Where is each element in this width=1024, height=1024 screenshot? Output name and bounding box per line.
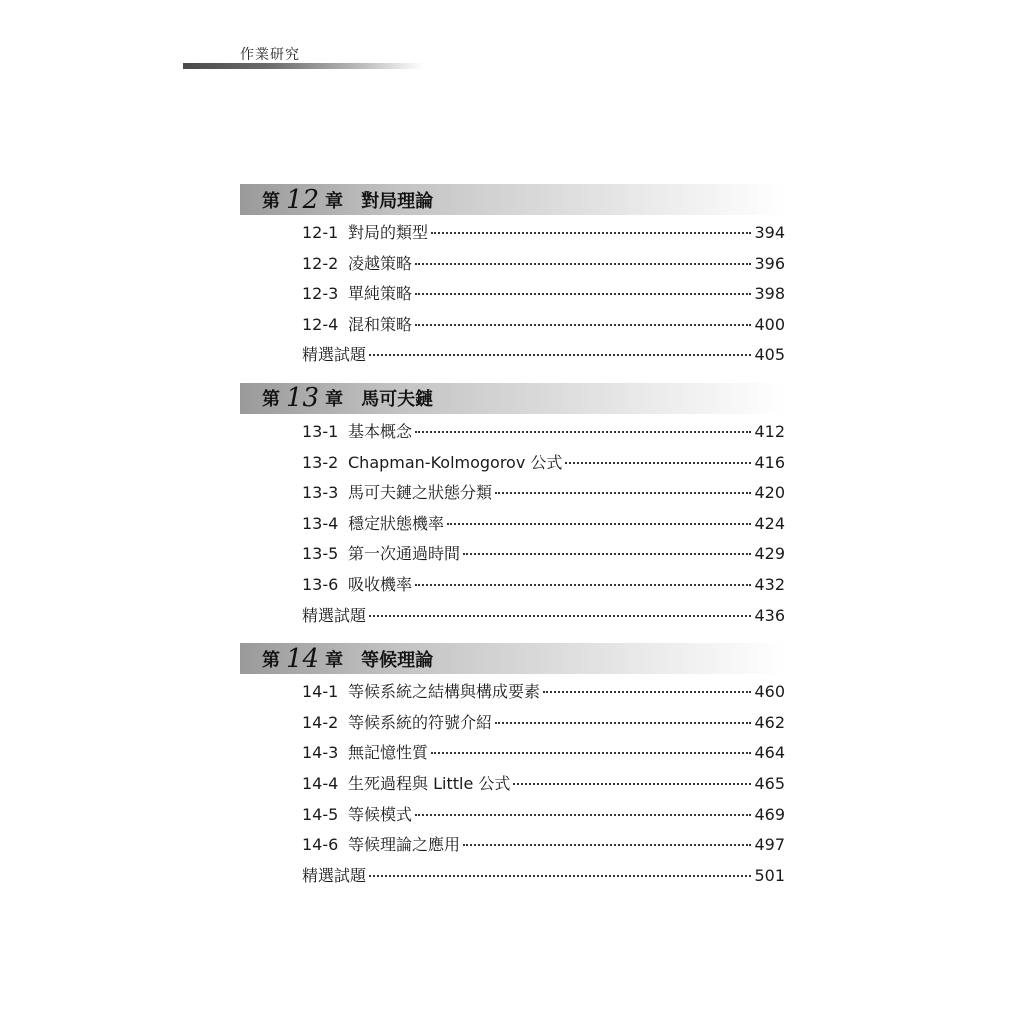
entry-section-number: 13-3 bbox=[302, 483, 339, 503]
table-of-contents bbox=[240, 184, 785, 903]
chapter-prefix: 第 bbox=[262, 190, 280, 212]
toc-entry[interactable] bbox=[302, 251, 785, 282]
chapter-title: 對局理論 bbox=[361, 190, 434, 212]
chapter-suffix: 章 bbox=[325, 389, 344, 411]
dot-leader bbox=[543, 691, 751, 693]
entry-title: 單純策略 bbox=[348, 284, 413, 304]
toc-entry[interactable] bbox=[302, 511, 785, 542]
entry-page-number: 497 bbox=[754, 835, 785, 855]
chapter-section bbox=[240, 184, 785, 373]
toc-entry[interactable] bbox=[302, 603, 785, 634]
dot-leader bbox=[495, 492, 751, 494]
entry-title: 生死過程與 Little 公式 bbox=[348, 773, 511, 793]
entry-section-number: 12-3 bbox=[302, 284, 339, 304]
entry-section-number: 13-4 bbox=[302, 513, 339, 533]
entry-title: 等候模式 bbox=[348, 804, 413, 824]
entry-section-number: 14-2 bbox=[302, 712, 339, 732]
entry-page-number: 416 bbox=[754, 452, 785, 472]
chapter-entry-list bbox=[240, 419, 785, 633]
entry-title: 等候系統的符號介紹 bbox=[348, 712, 493, 732]
chapter-suffix: 章 bbox=[325, 190, 344, 212]
dot-leader bbox=[369, 354, 751, 356]
toc-entry[interactable] bbox=[302, 740, 785, 771]
toc-entry[interactable] bbox=[302, 802, 785, 833]
entry-section-number: 12-2 bbox=[302, 253, 339, 273]
dot-leader bbox=[463, 844, 751, 846]
entry-page-number: 424 bbox=[754, 513, 785, 533]
chapter-prefix: 第 bbox=[262, 649, 280, 671]
entry-title: 無記憶性質 bbox=[348, 743, 429, 763]
entry-title: 對局的類型 bbox=[348, 223, 429, 242]
entry-section-number: 14-6 bbox=[302, 835, 339, 855]
entry-page-number: 429 bbox=[754, 544, 785, 564]
chapter-number: 12 bbox=[286, 184, 320, 215]
entry-page-number: 405 bbox=[754, 345, 785, 365]
entry-title: 馬可夫鏈之狀態分類 bbox=[348, 483, 493, 503]
entry-section-number: 13-6 bbox=[302, 574, 339, 594]
toc-entry[interactable] bbox=[302, 572, 785, 603]
chapter-entry-list bbox=[240, 679, 785, 893]
toc-entry[interactable] bbox=[302, 832, 785, 863]
dot-leader bbox=[513, 783, 751, 785]
dot-leader bbox=[447, 523, 751, 525]
dot-leader bbox=[431, 752, 751, 754]
chapter-title: 馬可夫鏈 bbox=[361, 389, 434, 411]
toc-entry[interactable] bbox=[302, 312, 785, 343]
entry-page-number: 469 bbox=[754, 804, 785, 824]
entry-title: 吸收機率 bbox=[348, 574, 413, 594]
entry-page-number: 501 bbox=[754, 865, 785, 885]
toc-entry[interactable] bbox=[302, 863, 785, 894]
entry-page-number: 460 bbox=[754, 682, 785, 702]
entry-section-number: 12-4 bbox=[302, 314, 339, 334]
toc-entry[interactable] bbox=[302, 480, 785, 511]
dot-leader bbox=[415, 324, 751, 326]
dot-leader bbox=[463, 553, 751, 555]
entry-section-number: 12-1 bbox=[302, 223, 339, 242]
chapter-title: 等候理論 bbox=[361, 649, 434, 671]
entry-page-number: 400 bbox=[754, 314, 785, 334]
entry-title: 精選試題 bbox=[302, 345, 367, 365]
entry-section-number: 14-5 bbox=[302, 804, 339, 824]
dot-leader bbox=[369, 875, 751, 877]
entry-page-number: 464 bbox=[754, 743, 785, 763]
toc-entry[interactable] bbox=[302, 541, 785, 572]
entry-title: 等候理論之應用 bbox=[348, 835, 461, 855]
entry-title: 第一次通過時間 bbox=[348, 544, 461, 564]
toc-entry[interactable] bbox=[302, 710, 785, 741]
entry-page-number: 398 bbox=[754, 284, 785, 304]
chapter-number: 14 bbox=[286, 643, 320, 674]
chapter-section bbox=[240, 643, 785, 893]
chapter-heading bbox=[240, 184, 785, 215]
dot-leader bbox=[415, 431, 751, 433]
toc-entry[interactable] bbox=[302, 419, 785, 450]
entry-page-number: 394 bbox=[754, 223, 785, 242]
entry-title: 穩定狀態機率 bbox=[348, 513, 445, 533]
dot-leader bbox=[415, 814, 751, 816]
entry-title: 混和策略 bbox=[348, 314, 413, 334]
header-rule bbox=[183, 63, 423, 69]
chapter-entry-list bbox=[240, 220, 785, 373]
toc-entry[interactable] bbox=[302, 771, 785, 802]
dot-leader bbox=[369, 615, 751, 617]
entry-section-number: 13-1 bbox=[302, 421, 339, 441]
entry-title: 精選試題 bbox=[302, 865, 367, 885]
entry-page-number: 420 bbox=[754, 483, 785, 503]
dot-leader bbox=[565, 462, 751, 464]
entry-title: 等候系統之結構與構成要素 bbox=[348, 682, 541, 702]
chapter-section bbox=[240, 383, 785, 633]
toc-entry[interactable] bbox=[302, 342, 785, 373]
entry-page-number: 436 bbox=[754, 605, 785, 625]
chapter-heading bbox=[240, 643, 785, 674]
chapter-heading bbox=[240, 383, 785, 414]
chapter-prefix: 第 bbox=[262, 389, 280, 411]
running-header-title: 作業研究 bbox=[240, 47, 300, 63]
dot-leader bbox=[415, 263, 751, 265]
dot-leader bbox=[495, 722, 751, 724]
entry-title: 基本概念 bbox=[348, 421, 413, 441]
entry-section-number: 13-5 bbox=[302, 544, 339, 564]
entry-page-number: 432 bbox=[754, 574, 785, 594]
entry-title: 凌越策略 bbox=[348, 253, 413, 273]
dot-leader bbox=[431, 232, 751, 234]
entry-section-number: 13-2 bbox=[302, 452, 339, 472]
toc-entry[interactable] bbox=[302, 220, 785, 251]
chapter-suffix: 章 bbox=[325, 649, 344, 671]
toc-entry[interactable] bbox=[302, 679, 785, 710]
entry-section-number: 14-4 bbox=[302, 773, 339, 793]
entry-page-number: 412 bbox=[754, 421, 785, 441]
entry-section-number: 14-1 bbox=[302, 682, 339, 702]
entry-page-number: 396 bbox=[754, 253, 785, 273]
toc-entry[interactable] bbox=[302, 281, 785, 312]
entry-page-number: 465 bbox=[754, 773, 785, 793]
dot-leader bbox=[415, 293, 751, 295]
entry-title: 精選試題 bbox=[302, 605, 367, 625]
entry-page-number: 462 bbox=[754, 712, 785, 732]
entry-title: Chapman-Kolmogorov 公式 bbox=[348, 452, 563, 472]
toc-entry[interactable] bbox=[302, 450, 785, 481]
chapter-number: 13 bbox=[286, 383, 320, 414]
entry-section-number: 14-3 bbox=[302, 743, 339, 763]
dot-leader bbox=[415, 584, 751, 586]
